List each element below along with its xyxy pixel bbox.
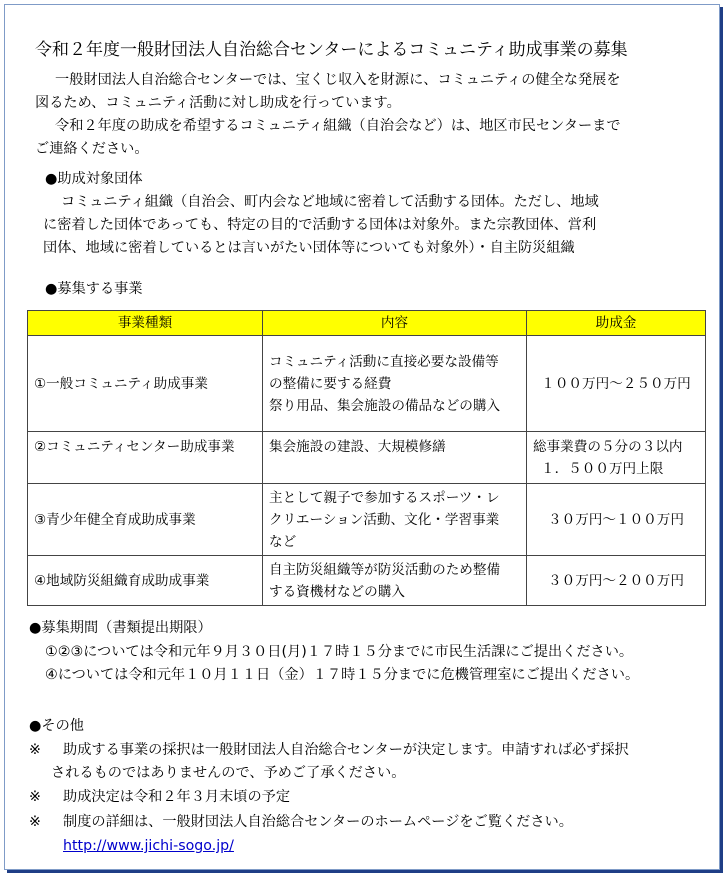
intro-line-3: 令和２年度の助成を希望するコミュニティ組織（自治会など）は、地区市民センターまで bbox=[55, 118, 621, 134]
row-amount: １００万円～２５０万円 bbox=[527, 336, 706, 432]
period-line-1: ①②③については令和元年９月３０日(月)１７時１５分までに市民生活課にご提出ください。 bbox=[45, 644, 634, 660]
header-content: 内容 bbox=[263, 311, 527, 336]
row-amount: ３０万円～２００万円 bbox=[527, 556, 706, 606]
note-1-line-2: されるものではありませんので、予めご了承ください。 bbox=[51, 765, 406, 781]
content-line: する資機材などの購入 bbox=[269, 583, 405, 600]
target-line-3: 団体、地域に密着しているとは言いがたい団体等についても対象外）・自主防災組織 bbox=[43, 240, 575, 256]
content-line: など bbox=[269, 533, 297, 550]
row-amount: ３０万円～１００万円 bbox=[527, 484, 706, 556]
note-mark: ※ bbox=[29, 742, 41, 758]
projects-table bbox=[27, 310, 706, 606]
row-content bbox=[263, 484, 527, 556]
intro-line-2: 図るため、コミュニティ活動に対し助成を行っています。 bbox=[35, 95, 401, 111]
content-line: クリエーション活動、文化・学習事業 bbox=[269, 511, 500, 528]
row-content: 集会施設の建設、大規模修繕 bbox=[263, 432, 527, 484]
table-row bbox=[28, 432, 706, 484]
row-amount bbox=[527, 432, 706, 484]
row-type: ③青少年健全育成助成事業 bbox=[28, 484, 263, 556]
header-amount: 助成金 bbox=[527, 311, 706, 336]
intro-line-4: ご連絡ください。 bbox=[35, 141, 149, 157]
row-content bbox=[263, 556, 527, 606]
amount-line: １．５００万円上限 bbox=[541, 461, 664, 477]
note-mark: ※ bbox=[29, 814, 41, 830]
page-title: 令和２年度一般財団法人自治総合センターによるコミュニティ助成事業の募集 bbox=[35, 40, 628, 60]
header-type: 事業種類 bbox=[28, 311, 263, 336]
row-type: ②コミュニティセンター助成事業 bbox=[28, 432, 263, 484]
period-heading: ●募集期間（書類提出期限） bbox=[29, 620, 212, 636]
row-content bbox=[263, 336, 527, 432]
note-mark: ※ bbox=[29, 789, 41, 805]
projects-heading: ●募集する事業 bbox=[45, 281, 143, 297]
intro-line-1: 一般財団法人自治総合センターでは、宝くじ収入を財源に、コミュニティの健全な発展を bbox=[55, 72, 621, 88]
other-heading: ●その他 bbox=[29, 718, 84, 734]
note-1-line-1: 助成する事業の採択は一般財団法人自治総合センターが決定します。申請すれば必ず採択 bbox=[63, 742, 629, 758]
content-line: 自主防災組織等が防災活動のため整備 bbox=[269, 561, 501, 578]
content-line: 祭り用品、集会施設の備品などの購入 bbox=[269, 397, 501, 414]
row-type: ④地域防災組織育成助成事業 bbox=[28, 556, 263, 606]
target-line-2: に密着した団体であっても、特定の目的で活動する団体は対象外。また宗教団体、営利 bbox=[43, 217, 597, 233]
note-3-line-1: 制度の詳細は、一般財団法人自治総合センターのホームページをご覧ください。 bbox=[63, 814, 573, 830]
content-line: コミュニティ活動に直接必要な設備等 bbox=[269, 353, 499, 370]
notice-frame bbox=[4, 4, 720, 870]
table-header-row bbox=[28, 311, 706, 336]
table-row bbox=[28, 556, 706, 606]
row-type: ①一般コミュニティ助成事業 bbox=[28, 336, 263, 432]
content-line: 主として親子で参加するスポーツ・レ bbox=[269, 489, 500, 506]
target-heading: ●助成対象団体 bbox=[45, 171, 143, 187]
amount-line: 総事業費の５分の３以内 bbox=[533, 439, 683, 455]
table-row bbox=[28, 484, 706, 556]
homepage-link[interactable]: http://www.jichi-sogo.jp/ bbox=[63, 838, 234, 854]
table-row bbox=[28, 336, 706, 432]
target-line-1: コミュニティ組織（自治会、町内会など地域に密着して活動する団体。ただし、地域 bbox=[61, 194, 599, 210]
content-line: の整備に要する経費 bbox=[269, 375, 392, 392]
note-2-line-1: 助成決定は令和２年３月末頃の予定 bbox=[63, 789, 291, 805]
period-line-2: ④については令和元年１０月１１日（金）１７時１５分までに危機管理室にご提出ください。 bbox=[45, 667, 640, 683]
